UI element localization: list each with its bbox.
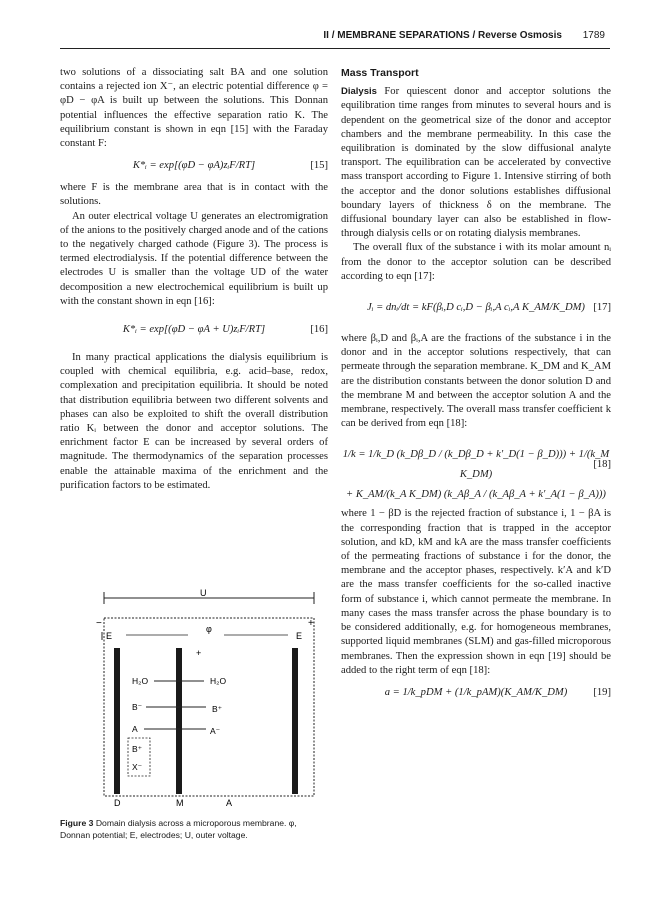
equation-number: [17]: [593, 302, 611, 314]
paragraph-text: For quiescent donor and acceptor solutions the equilibration time ranges from minutes to several hours and is dependent on the geometrical size of the donor and acceptor chambers and the membrane permeability. In this case the equilibration is dominated by the slow diffusional analyte transport. The equilibration can be accelerated by convective mass transport according to Figure 1. Intensive stirring of both the acceptor and the donor solutions establishes diffusional boundary layers of thickness δ on the membrane. The diffusional boundary layer can also be established in flow-through dialysis cells or on rotating dialysis membranes.: [341, 86, 611, 240]
equation-text: K*ᵢ = exp[(φD − φA + U)zᵢF/RT]: [122, 324, 266, 336]
compartment-label: D: [114, 798, 121, 808]
electrode-label: E: [106, 631, 113, 641]
header-rule: [60, 48, 610, 49]
paragraph: In many practical applications the dialysis equilibrium is coupled with chemical equilibria, e.g. acid–base, redox, complexation and precipitation equilibria. It should be noted that distribution equilibria between two different solvents and phases can also be exploited to shift the overall distribution ratio Kᵢ between the donor and acceptor solutions. The enrichment factor E can be increased by several orders of magnitude. The thermodynamics of the separation processes enable the attainable maxima of the enrichment and the purification factors to be estimated.: [60, 352, 328, 491]
right-column: [341, 66, 611, 708]
equation-17: [341, 284, 611, 332]
species-label: B⁺: [212, 704, 223, 714]
equation-text: a = 1/k_pDM + (1/k_pAM)(K_AM/K_DM): [384, 686, 568, 698]
paragraph: where βᵢ,D and βᵢ,A are the fractions of the substance i in the donor and in the acceptor solutions respectively, that can permeate through the separation membrane. K_DM and K_AM are the distribution constants between the donor solution D and the membrane M and between the acceptor solution A and the membrane, respectively. The overall mass transfer coefficient k can be derived from eqn [18]:: [341, 333, 611, 430]
compartment-label: A: [226, 798, 233, 808]
page-number: 1789: [582, 30, 605, 41]
species-label: X⁻: [132, 762, 143, 772]
electrode-label: E: [296, 631, 303, 641]
species-label: B⁻: [132, 702, 143, 712]
equation-text: + K_AM/(k_A K_DM) (k_Aβ_A / (k_Aβ_A + k′_A(1 − β_A))): [346, 489, 606, 501]
species-label: A⁻: [210, 726, 221, 736]
species-label: A: [132, 724, 138, 734]
plus-sign: +: [196, 648, 202, 658]
species-label: H₂O: [210, 676, 227, 686]
equation-number: [16]: [310, 324, 328, 336]
running-header: [60, 30, 605, 44]
compartment-label: M: [176, 798, 184, 808]
equation-number: [18]: [593, 459, 611, 471]
acceptor-electrode: [292, 648, 298, 794]
donor-electrode: [114, 648, 120, 794]
figure-3-diagram: [96, 588, 321, 808]
equation-19: [341, 678, 611, 708]
paragraph: An outer electrical voltage U generates an electromigration of the anions to the positively charged anode and of the cations to the negatively charged cathode (Figure 3). The process is termed electrodialysis. If the potential difference between the electrodes U is smaller than the voltage UD of the water decomposition a new electrochemical equilibrium is built up with the constant shown in eqn [16]:: [60, 210, 328, 307]
paragraph: [341, 85, 611, 241]
subsection-heading: Dialysis: [341, 86, 377, 98]
plus-sign: +: [308, 618, 314, 629]
header-section: II / MEMBRANE SEPARATIONS / Reverse Osmosis: [323, 30, 562, 41]
minus-sign: −: [96, 618, 102, 629]
equation-15: [60, 151, 328, 181]
caption-text: Domain dialysis across a microporous membrane. φ, Donnan potential; E, electrodes; U, outer voltage.: [60, 818, 297, 840]
paragraph: where F is the membrane area that is in contact with the solutions.: [60, 182, 328, 208]
potential-label: φ: [206, 624, 212, 634]
voltage-label: U: [200, 588, 207, 598]
figure-caption: [60, 818, 328, 841]
species-label: B⁺: [132, 744, 143, 754]
equation-number: [15]: [310, 160, 328, 172]
paragraph: where 1 − βD is the rejected fraction of substance i, 1 − βA is the corresponding fraction that is trapped in the acceptor solution, and kD, kM and kA are the mass transfer coefficients of the permeating fractions of substance i for the donor, the membrane and the acceptor phases, respectively. k′A and k′D are the mass transfer coefficients for the so-called inactive form of substance i, which cannot permeate the membrane. In many cases the mass transfer across the phase boundary is to be considered additionally, e.g. for homogeneous membranes, supported liquid membranes (SLM) and gas-filled microporous membranes. Then the expression shown in eqn [19] should be added to the right term of eqn [18]:: [341, 508, 611, 676]
equation-text: K*ᵢ = exp[(φD − φA)zᵢF/RT]: [132, 160, 256, 172]
equation-text: Jᵢ = dnᵢ/dt = kF(βᵢ,D cᵢ,D − βᵢ,A cᵢ,A K_AM/K_DM): [367, 302, 585, 314]
species-label: H₂O: [132, 676, 149, 686]
equation-16: [60, 315, 328, 345]
left-column: [60, 66, 328, 493]
section-heading: Mass Transport: [341, 67, 419, 79]
equation-text: 1/k = 1/k_D (k_Dβ_D / (k_Dβ_D + k′_D(1 − β_D))) + 1/(k_M K_DM): [342, 449, 610, 481]
equation-number: [19]: [593, 686, 611, 698]
membrane: [176, 648, 182, 794]
equation-18: [341, 431, 611, 507]
paragraph: The overall flux of the substance i with its molar amount nᵢ from the donor to the acceptor solution can be described according to eqn [17]:: [341, 242, 611, 282]
paragraph: two solutions of a dissociating salt BA and one solution contains a rejected ion X⁻, an electric potential difference φ = φD − φA is built up between the solutions. This Donnan potential influences the effective separation ratio K. The equilibrium constant is shown in eqn [15] with the Faraday constant F:: [60, 67, 328, 150]
caption-label: Figure 3: [60, 818, 94, 828]
